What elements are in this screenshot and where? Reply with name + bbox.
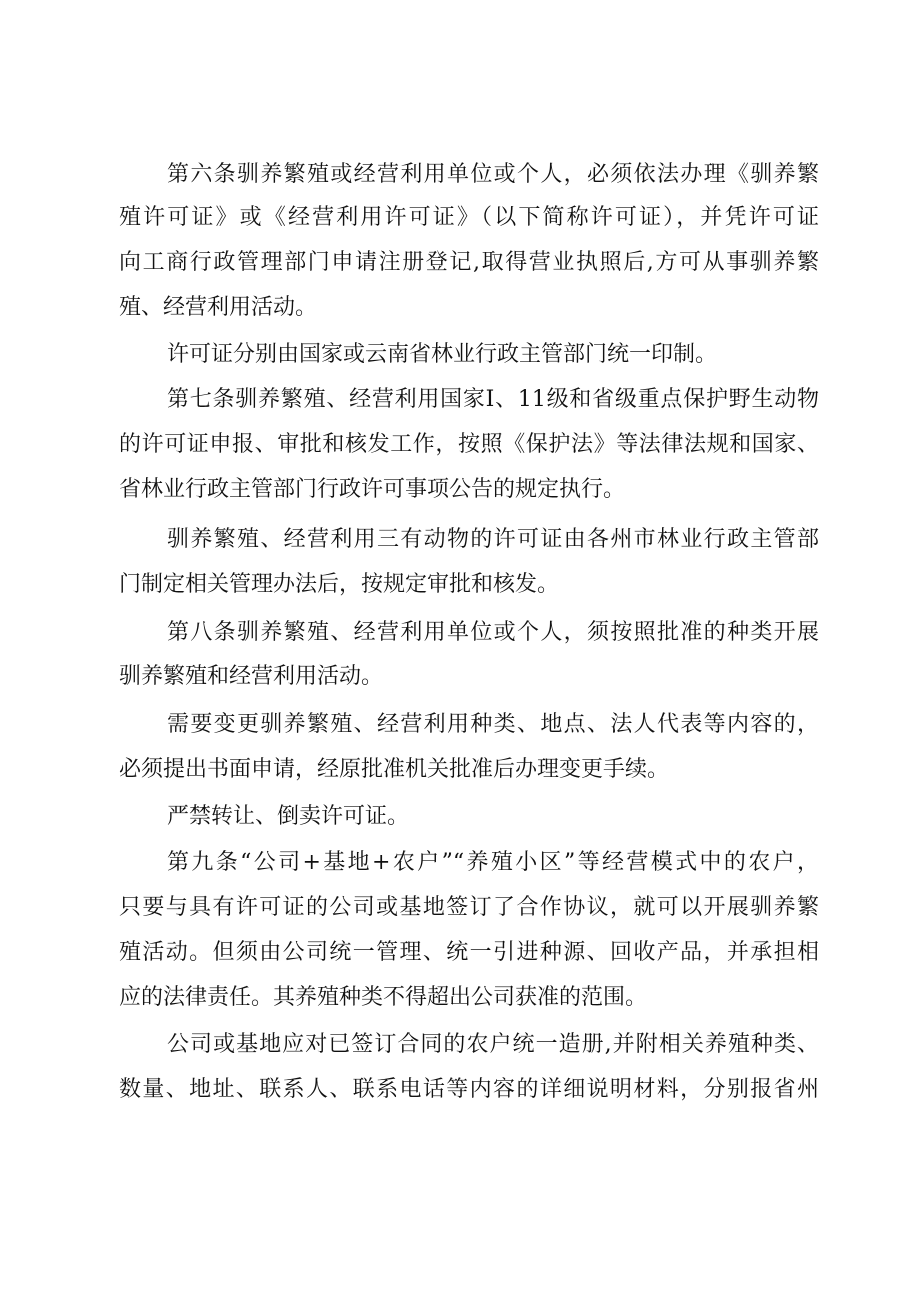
article-8-line-2: 驯养繁殖和经营利用活动。 bbox=[119, 664, 384, 689]
license-printing-paragraph: 许可证分别由国家或云南省林业行政主管部门统一印制。 bbox=[167, 342, 718, 367]
change-request-line-2: 必须提出书面申请，经原批准机关批准后办理变更手续。 bbox=[119, 757, 670, 782]
article-9-line-3: 殖活动。但须由公司统一管理、统一引进种源、回收产品，并承担相 bbox=[119, 940, 819, 965]
article-6-line-2: 殖许可证》或《经营利用许可证》（以下简称许可证），并凭许可证 bbox=[119, 205, 819, 230]
registry-line-1: 公司或基地应对已签订合同的农户统一造册,并附相关养殖种类、 bbox=[167, 1032, 819, 1057]
article-7-line-1: 第七条驯养繁殖、经营利用国家I、11级和省级重点保护野生动物 bbox=[167, 387, 819, 412]
three-animals-line-2: 门制定相关管理办法后，按规定审批和核发。 bbox=[119, 572, 560, 597]
transfer-ban-paragraph: 严禁转让、倒卖许可证。 bbox=[167, 804, 410, 829]
article-7-line-2: 的许可证申报、审批和核发工作，按照《保护法》等法律法规和国家、 bbox=[119, 432, 819, 457]
article-6-line-4: 殖、经营利用活动。 bbox=[119, 295, 318, 320]
three-animals-line-1: 驯养繁殖、经营利用三有动物的许可证由各州市林业行政主管部 bbox=[167, 527, 819, 552]
article-6-line-3: 向工商行政管理部门申请注册登记,取得营业执照后,方可从事驯养繁 bbox=[119, 250, 819, 275]
article-6-line-1: 第六条驯养繁殖或经营利用单位或个人，必须依法办理《驯养繁 bbox=[167, 162, 819, 187]
article-9-line-1: 第九条“公司+基地+农户”“养殖小区”等经营模式中的农户， bbox=[167, 850, 819, 875]
article-9-line-2: 只要与具有许可证的公司或基地签订了合作协议，就可以开展驯养繁 bbox=[119, 895, 819, 920]
registry-line-2: 数量、地址、联系人、联系电话等内容的详细说明材料，分别报省州 bbox=[119, 1077, 819, 1102]
article-8-line-1: 第八条驯养繁殖、经营利用单位或个人，须按照批准的种类开展 bbox=[167, 620, 819, 645]
article-9-line-4: 应的法律责任。其养殖种类不得超出公司获准的范围。 bbox=[119, 985, 648, 1010]
change-request-line-1: 需要变更驯养繁殖、经营利用种类、地点、法人代表等内容的， bbox=[167, 712, 819, 737]
article-7-line-3: 省林业行政主管部门行政许可事项公告的规定执行。 bbox=[119, 477, 626, 502]
